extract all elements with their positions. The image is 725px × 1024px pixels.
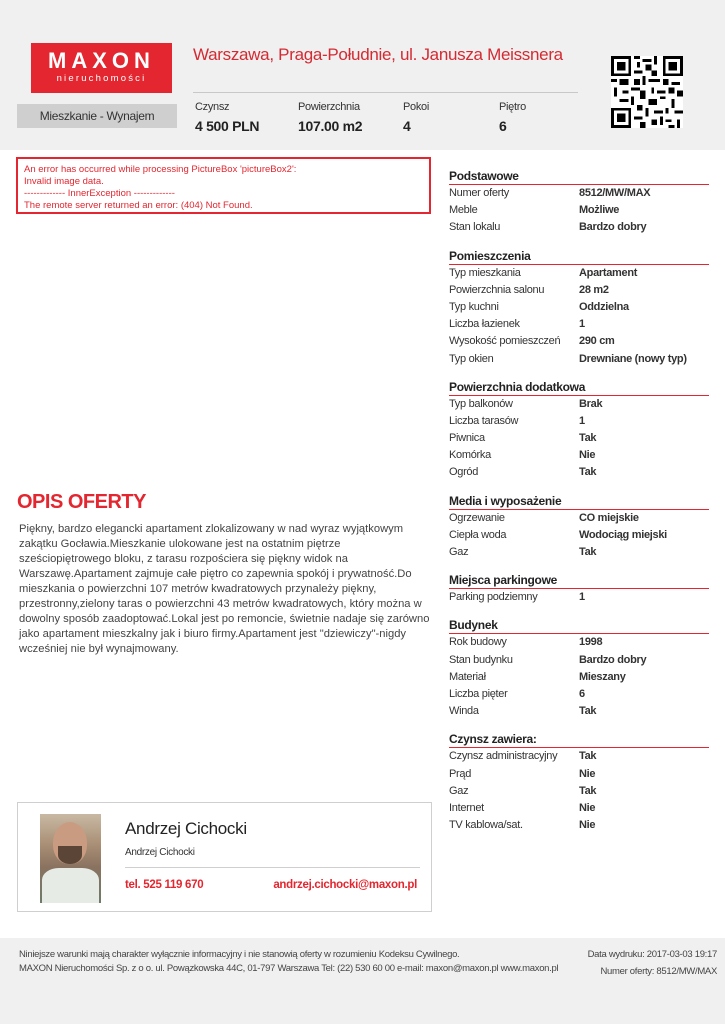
stat-label: Piętro — [499, 101, 526, 113]
footer-disclaimer: Niniejsze warunki mają charakter wyłącznie informacyjny i nie stanowią oferty w rozumieniu Kodeksu Cywilnego. — [19, 949, 460, 960]
photo-shirt — [42, 868, 99, 903]
detail-value: Tak — [579, 784, 597, 797]
detail-row — [449, 316, 709, 333]
section-title: Powierzchnia dodatkowa — [449, 379, 709, 396]
detail-row — [449, 817, 709, 834]
maxon-logo[interactable] — [31, 43, 172, 93]
detail-row — [449, 703, 709, 720]
detail-value: Mieszany — [579, 670, 626, 683]
detail-row — [449, 669, 709, 686]
detail-row — [449, 265, 709, 282]
agent-subname: Andrzej Cichocki — [125, 847, 195, 858]
detail-row — [449, 634, 709, 651]
detail-value: 1 — [579, 591, 585, 604]
detail-value: Bardzo dobry — [579, 221, 647, 234]
detail-label: Typ kuchni — [449, 300, 499, 313]
section-title: Budynek — [449, 617, 709, 634]
qr-code-icon[interactable] — [611, 56, 683, 128]
error-line: Invalid image data. — [24, 176, 104, 187]
detail-row — [449, 333, 709, 350]
logo-name: MAXON — [48, 48, 155, 73]
offer-details — [449, 168, 709, 834]
detail-row — [449, 282, 709, 299]
photo-beard — [58, 846, 82, 864]
stat-value: 4 500 PLN — [195, 118, 260, 134]
detail-label: Liczba pięter — [449, 687, 508, 700]
stat-label: Powierzchnia — [298, 101, 360, 113]
section-title: Miejsca parkingowe — [449, 572, 709, 589]
detail-label: Ogród — [449, 466, 479, 479]
section-title: Czynsz zawiera: — [449, 731, 709, 748]
detail-value: Wodociąg miejski — [579, 528, 667, 541]
detail-row — [449, 527, 709, 544]
detail-value: CO miejskie — [579, 511, 639, 524]
detail-row — [449, 299, 709, 316]
detail-value: 290 cm — [579, 335, 615, 348]
detail-row — [449, 219, 709, 236]
stat-value: 6 — [499, 118, 507, 134]
detail-row — [449, 202, 709, 219]
detail-row — [449, 652, 709, 669]
detail-value: Nie — [579, 801, 596, 814]
footer-company: MAXON Nieruchomości Sp. z o o. ul. Powązkowska 44C, 01-797 Warszawa Tel: (22) 530 60 00 e-mail: maxon@maxon.pl www.maxon.pl — [19, 963, 559, 974]
detail-row — [449, 351, 709, 368]
detail-label: Internet — [449, 801, 484, 814]
stat-area — [298, 101, 362, 134]
detail-label: Powierzchnia salonu — [449, 283, 545, 296]
detail-value: 8512/MW/MAX — [579, 187, 651, 199]
agent-phone-link[interactable]: tel. 525 119 670 — [125, 879, 204, 891]
detail-row — [449, 766, 709, 783]
detail-label: Typ balkonów — [449, 397, 513, 410]
description-title: OPIS OFERTY — [17, 491, 146, 513]
header-divider — [193, 92, 578, 93]
image-error-box — [16, 157, 431, 214]
detail-label: Stan lokalu — [449, 221, 501, 234]
agent-name: Andrzej Cichocki — [125, 819, 247, 838]
detail-label: Winda — [449, 705, 479, 718]
stat-value: 4 — [403, 118, 411, 134]
detail-label: Stan budynku — [449, 653, 513, 666]
stat-rent — [195, 101, 259, 134]
section-title: Podstawowe — [449, 168, 709, 185]
detail-label: Liczba tarasów — [449, 414, 519, 427]
detail-label: Ciepła woda — [449, 528, 507, 541]
detail-row — [449, 447, 709, 464]
detail-label: Ogrzewanie — [449, 511, 505, 524]
detail-row — [449, 185, 709, 202]
detail-value: Tak — [579, 432, 597, 445]
detail-value: 6 — [579, 687, 585, 700]
detail-row — [449, 686, 709, 703]
agent-card — [17, 802, 432, 912]
description-text: Piękny, bardzo elegancki apartament zlokalizowany w nad wyraz wyjątkowym zakątku Gocławia.Mieszkanie ulokowane jest na ostatnim piętrze sześciopiętrowego bloku, z tarasu rozpościera się piękny widok na Warszawę.Apartament zajmuje całe piętro co zapewnia spokój i prywatność.Do mieszkania o powierzchni 107 metrów kwadratowych przynależy piękny, przestronny,zielony taras o powierzchni 43 metrów kwadratowych, który można w dowolny sposób zaadoptować.Lokal jest po remoncie, świetnie nadaje się zarówno jako apartament mieszkalny jak i biuro firmy.Apartament jest "dziewiczy"-nigdy wcześniej nie był wynajmowany. — [19, 523, 430, 655]
detail-row — [449, 430, 709, 447]
detail-label: Piwnica — [449, 432, 485, 445]
agent-photo — [40, 814, 101, 903]
detail-value: Oddzielna — [579, 300, 629, 313]
detail-row — [449, 800, 709, 817]
detail-value: Brak — [579, 397, 603, 410]
section-title: Media i wyposażenie — [449, 493, 709, 510]
header — [0, 0, 725, 150]
stat-rooms — [403, 101, 429, 134]
detail-row — [449, 396, 709, 413]
detail-label: Gaz — [449, 546, 469, 558]
detail-row — [449, 510, 709, 527]
detail-label: Materiał — [449, 670, 486, 683]
detail-value: Możliwe — [579, 204, 620, 217]
detail-row — [449, 464, 709, 481]
detail-label: Gaz — [449, 784, 469, 797]
stat-label: Pokoi — [403, 101, 430, 113]
detail-value: Tak — [579, 705, 597, 718]
logo-tagline: nieruchomości — [56, 73, 147, 84]
stat-label: Czynsz — [195, 101, 230, 113]
detail-value: 28 m2 — [579, 283, 609, 296]
detail-value: Nie — [579, 767, 596, 780]
detail-value: Nie — [579, 449, 596, 462]
error-line: ------------- InnerException ------------- — [24, 188, 175, 199]
detail-label: Liczba łazienek — [449, 318, 520, 331]
detail-label: Wysokość pomieszczeń — [449, 335, 561, 348]
detail-label: Typ okien — [449, 352, 494, 365]
footer-offer-number: Numer oferty: 8512/MW/MAX — [600, 966, 717, 977]
detail-label: Komórka — [449, 449, 491, 462]
agent-email-link[interactable]: andrzej.cichocki@maxon.pl — [273, 879, 417, 891]
detail-label: Prąd — [449, 767, 472, 780]
detail-value: Tak — [579, 466, 597, 479]
detail-row — [449, 748, 709, 765]
detail-value: 1 — [579, 414, 585, 427]
footer — [0, 938, 725, 1024]
detail-value: Tak — [579, 546, 597, 558]
detail-value: 1998 — [579, 636, 603, 649]
detail-row — [449, 544, 709, 561]
detail-label: TV kablowa/sat. — [449, 819, 523, 832]
error-line: The remote server returned an error: (404) Not Found. — [24, 200, 253, 211]
detail-value: Apartament — [579, 266, 638, 279]
detail-value: Drewniane (nowy typ) — [579, 352, 687, 365]
detail-value: Tak — [579, 750, 597, 763]
detail-label: Parking podziemny — [449, 591, 538, 604]
detail-value: Bardzo dobry — [579, 653, 647, 666]
detail-label: Meble — [449, 204, 478, 217]
detail-label: Typ mieszkania — [449, 266, 521, 279]
detail-row — [449, 413, 709, 430]
detail-label: Czynsz administracyjny — [449, 750, 558, 763]
detail-row — [449, 783, 709, 800]
detail-value: Nie — [579, 819, 596, 832]
detail-row — [449, 589, 709, 606]
detail-value: 1 — [579, 318, 585, 331]
offer-type-badge: Mieszkanie - Wynajem — [17, 104, 177, 128]
offer-address: Warszawa, Praga-Południe, ul. Janusza Meissnera — [193, 45, 563, 64]
error-line: An error has occurred while processing PictureBox 'pictureBox2': — [24, 164, 297, 175]
footer-print-date: Data wydruku: 2017-03-03 19:17 — [587, 949, 717, 960]
stat-floor — [499, 101, 526, 134]
agent-divider — [125, 867, 420, 868]
section-title: Pomieszczenia — [449, 248, 709, 265]
detail-label: Rok budowy — [449, 636, 507, 649]
detail-label: Numer oferty — [449, 187, 509, 199]
stat-value: 107.00 m2 — [298, 118, 363, 134]
